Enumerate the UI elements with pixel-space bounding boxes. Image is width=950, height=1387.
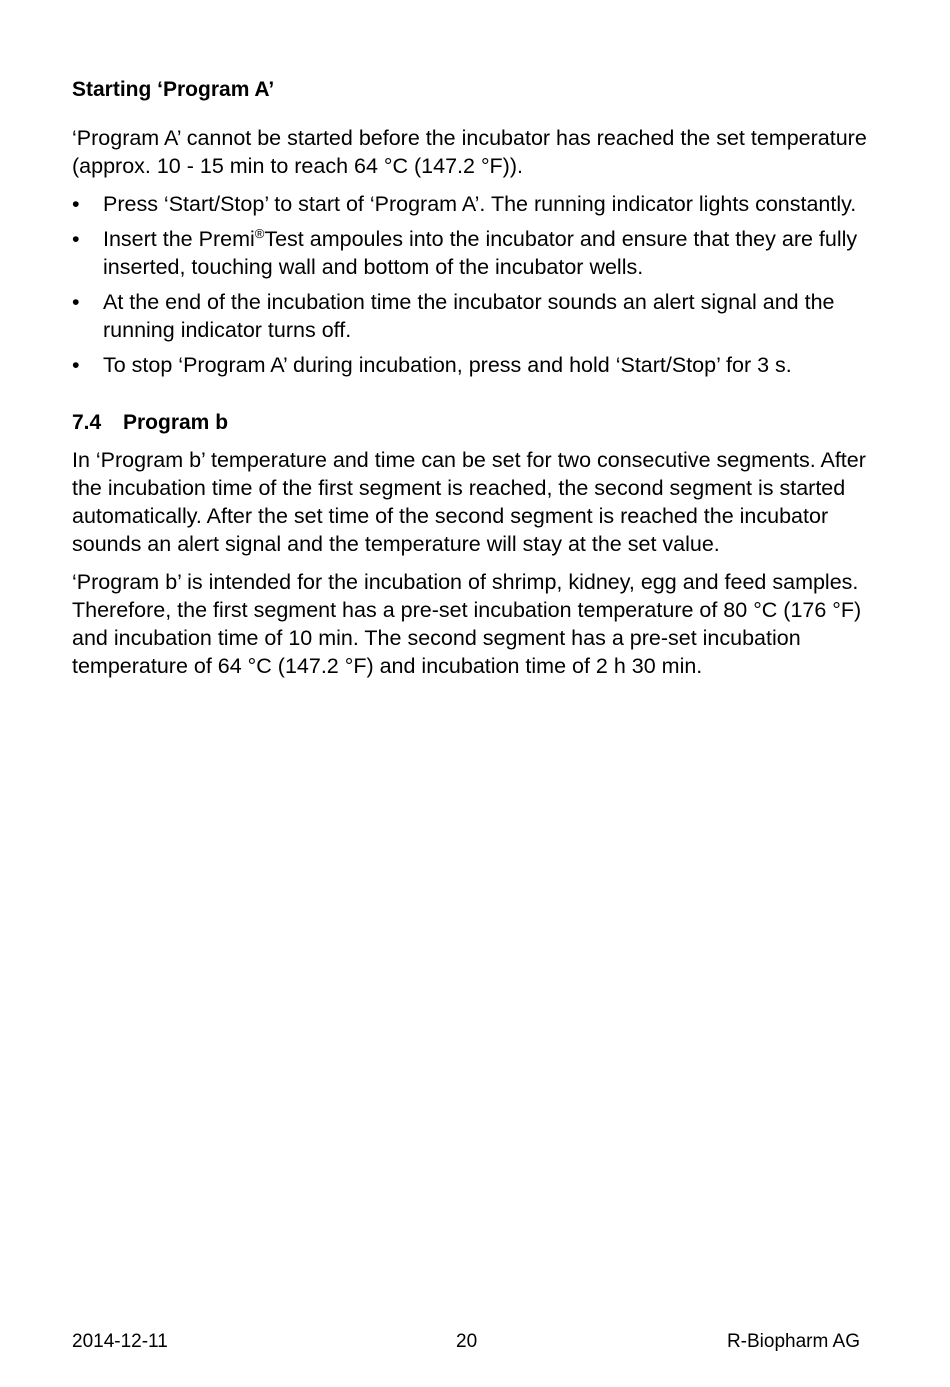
list-item-text: Press ‘Start/Stop’ to start of ‘Program A’. The running indicator lights constantly. xyxy=(103,192,857,216)
section-title: Program b xyxy=(123,411,229,434)
section-heading-program-b xyxy=(72,409,872,437)
heading-starting-program-a: Starting ‘Program A’ xyxy=(72,78,275,101)
footer-page-number: 20 xyxy=(456,1331,478,1352)
footer-date: 2014-12-11 xyxy=(72,1331,168,1352)
list-item xyxy=(72,225,872,281)
list-item-text: At the end of the incubation time the incubator sounds an alert signal and the running indicator turns off. xyxy=(103,290,835,342)
bullet-icon: • xyxy=(72,290,80,314)
bullet-icon: • xyxy=(72,192,80,216)
page-footer xyxy=(72,1330,860,1354)
intro-paragraph: ‘Program A’ cannot be started before the incubator has reached the set temperature (approx. 10 - 15 min to reach 64 °C (147.2 °F)). xyxy=(72,126,867,178)
instruction-list xyxy=(72,190,872,379)
list-item-text-start: Insert the Premi xyxy=(103,227,255,251)
registered-mark: ® xyxy=(254,226,265,241)
list-item-text: To stop ‘Program A’ during incubation, press and hold ‘Start/Stop’ for 3 s. xyxy=(103,353,792,377)
document-page xyxy=(72,76,872,680)
program-b-paragraph-1: In ‘Program b’ temperature and time can be set for two consecutive segments. After the incubation time of the first segment is reached, the second segment is started automatically. After the set time of the second segment is reached the incubator sounds an alert signal and the temperature will stay at the set value. xyxy=(72,448,866,556)
list-item xyxy=(72,190,872,218)
list-item-text-end: Test ampoules into the incubator and ensure that they are fully inserted, touching wall and bottom of the incubator wells. xyxy=(103,227,858,279)
bullet-icon: • xyxy=(72,227,80,251)
list-item xyxy=(72,351,872,379)
footer-company: R-Biopharm AG xyxy=(726,1331,860,1352)
bullet-icon: • xyxy=(72,353,80,377)
program-b-paragraph-2: ‘Program b’ is intended for the incubation of shrimp, kidney, egg and feed samples. Therefore, the first segment has a pre-set incubation temperature of 80 °C (176 °F) and incubation time of 10 min. The second segment has a pre-set incubation temperature of 64 °C (147.2 °F) and incubation time of 2 h 30 min. xyxy=(72,570,862,678)
list-item xyxy=(72,288,872,344)
section-number: 7.4 xyxy=(72,411,102,434)
